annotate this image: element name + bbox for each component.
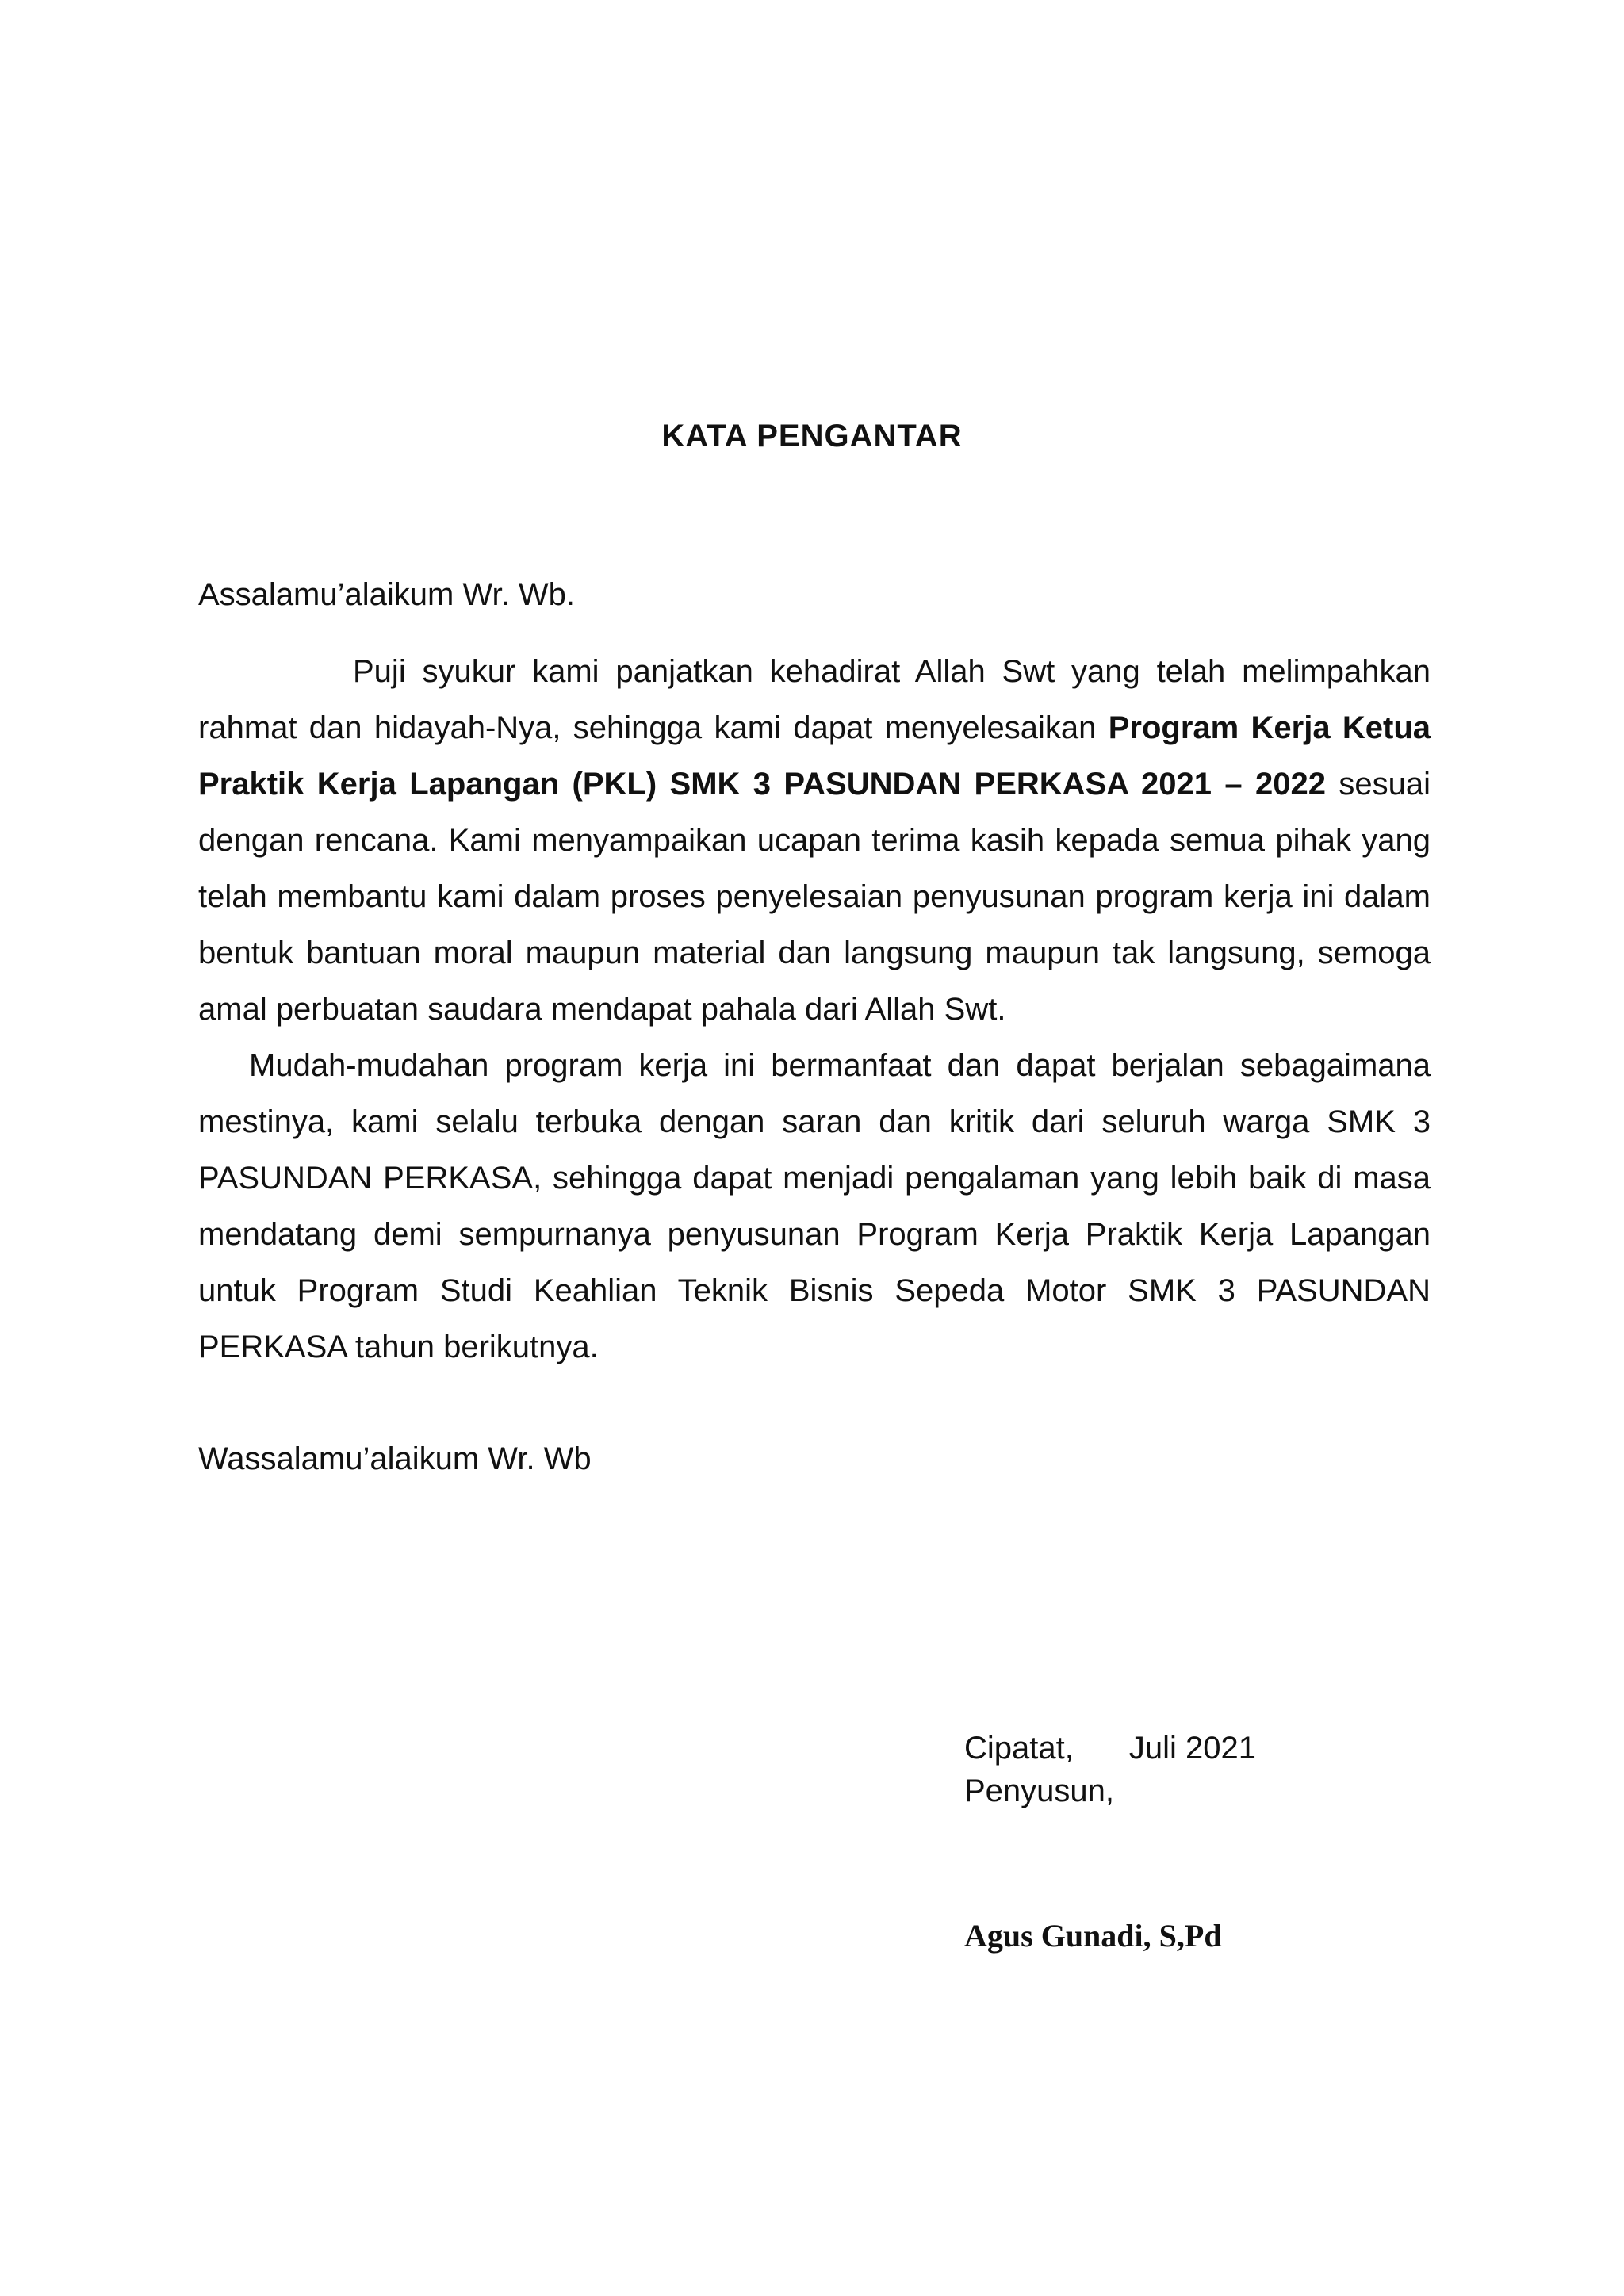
closing-greeting: Wassalamu’alaikum Wr. Wb xyxy=(198,1441,592,1476)
paragraph-1-text-end: sesuai dengan rencana. Kami menyampaikan ucapan terima kasih kepada semua pihak yang telah membantu kami dalam proses penyelesaian penyusunan program kerja ini dalam bentuk bantuan moral maupun material dan langsung maupun tak langsung, semoga amal perbuatan saudara mendapat pahala dari Allah Swt. xyxy=(198,767,1431,1027)
paragraph-1-text-start: Puji syukur kami panjatkan kehadirat Allah Swt yang telah melimpahkan rahmat dan hidayah-Nya, sehingga kami dapat menyelesaikan xyxy=(198,654,1431,745)
page-title: KATA PENGANTAR xyxy=(661,419,963,453)
signature-date: Juli 2021 xyxy=(1128,1731,1256,1766)
signature-block xyxy=(964,1727,1256,1812)
signer-name: Agus Gunadi, S,Pd xyxy=(964,1918,1222,1954)
signature-role: Penyusun, xyxy=(964,1774,1115,1808)
paragraph-1 xyxy=(198,644,1431,1038)
place-date-line xyxy=(964,1727,1256,1770)
signature-place: Cipatat, xyxy=(964,1731,1074,1766)
opening-greeting: Assalamu’alaikum Wr. Wb. xyxy=(198,577,575,612)
body-text xyxy=(198,644,1431,1376)
paragraph-1-bold-program-title: Program Kerja Ketua Praktik Kerja Lapangan (PKL) SMK 3 PASUNDAN PERKASA 2021 – 2022 xyxy=(198,710,1431,802)
paragraph-2: Mudah-mudahan program kerja ini bermanfaat dan dapat berjalan sebagaimana mestinya, kami selalu terbuka dengan saran dan kritik dari seluruh warga SMK 3 PASUNDAN PERKASA, sehingga dapat menjadi pengalaman yang lebih baik di masa mendatang demi sempurnanya penyusunan Program Kerja Praktik Kerja Lapangan untuk Program Studi Keahlian Teknik Bisnis Sepeda Motor SMK 3 PASUNDAN PERKASA tahun berikutnya. xyxy=(198,1048,1431,1364)
